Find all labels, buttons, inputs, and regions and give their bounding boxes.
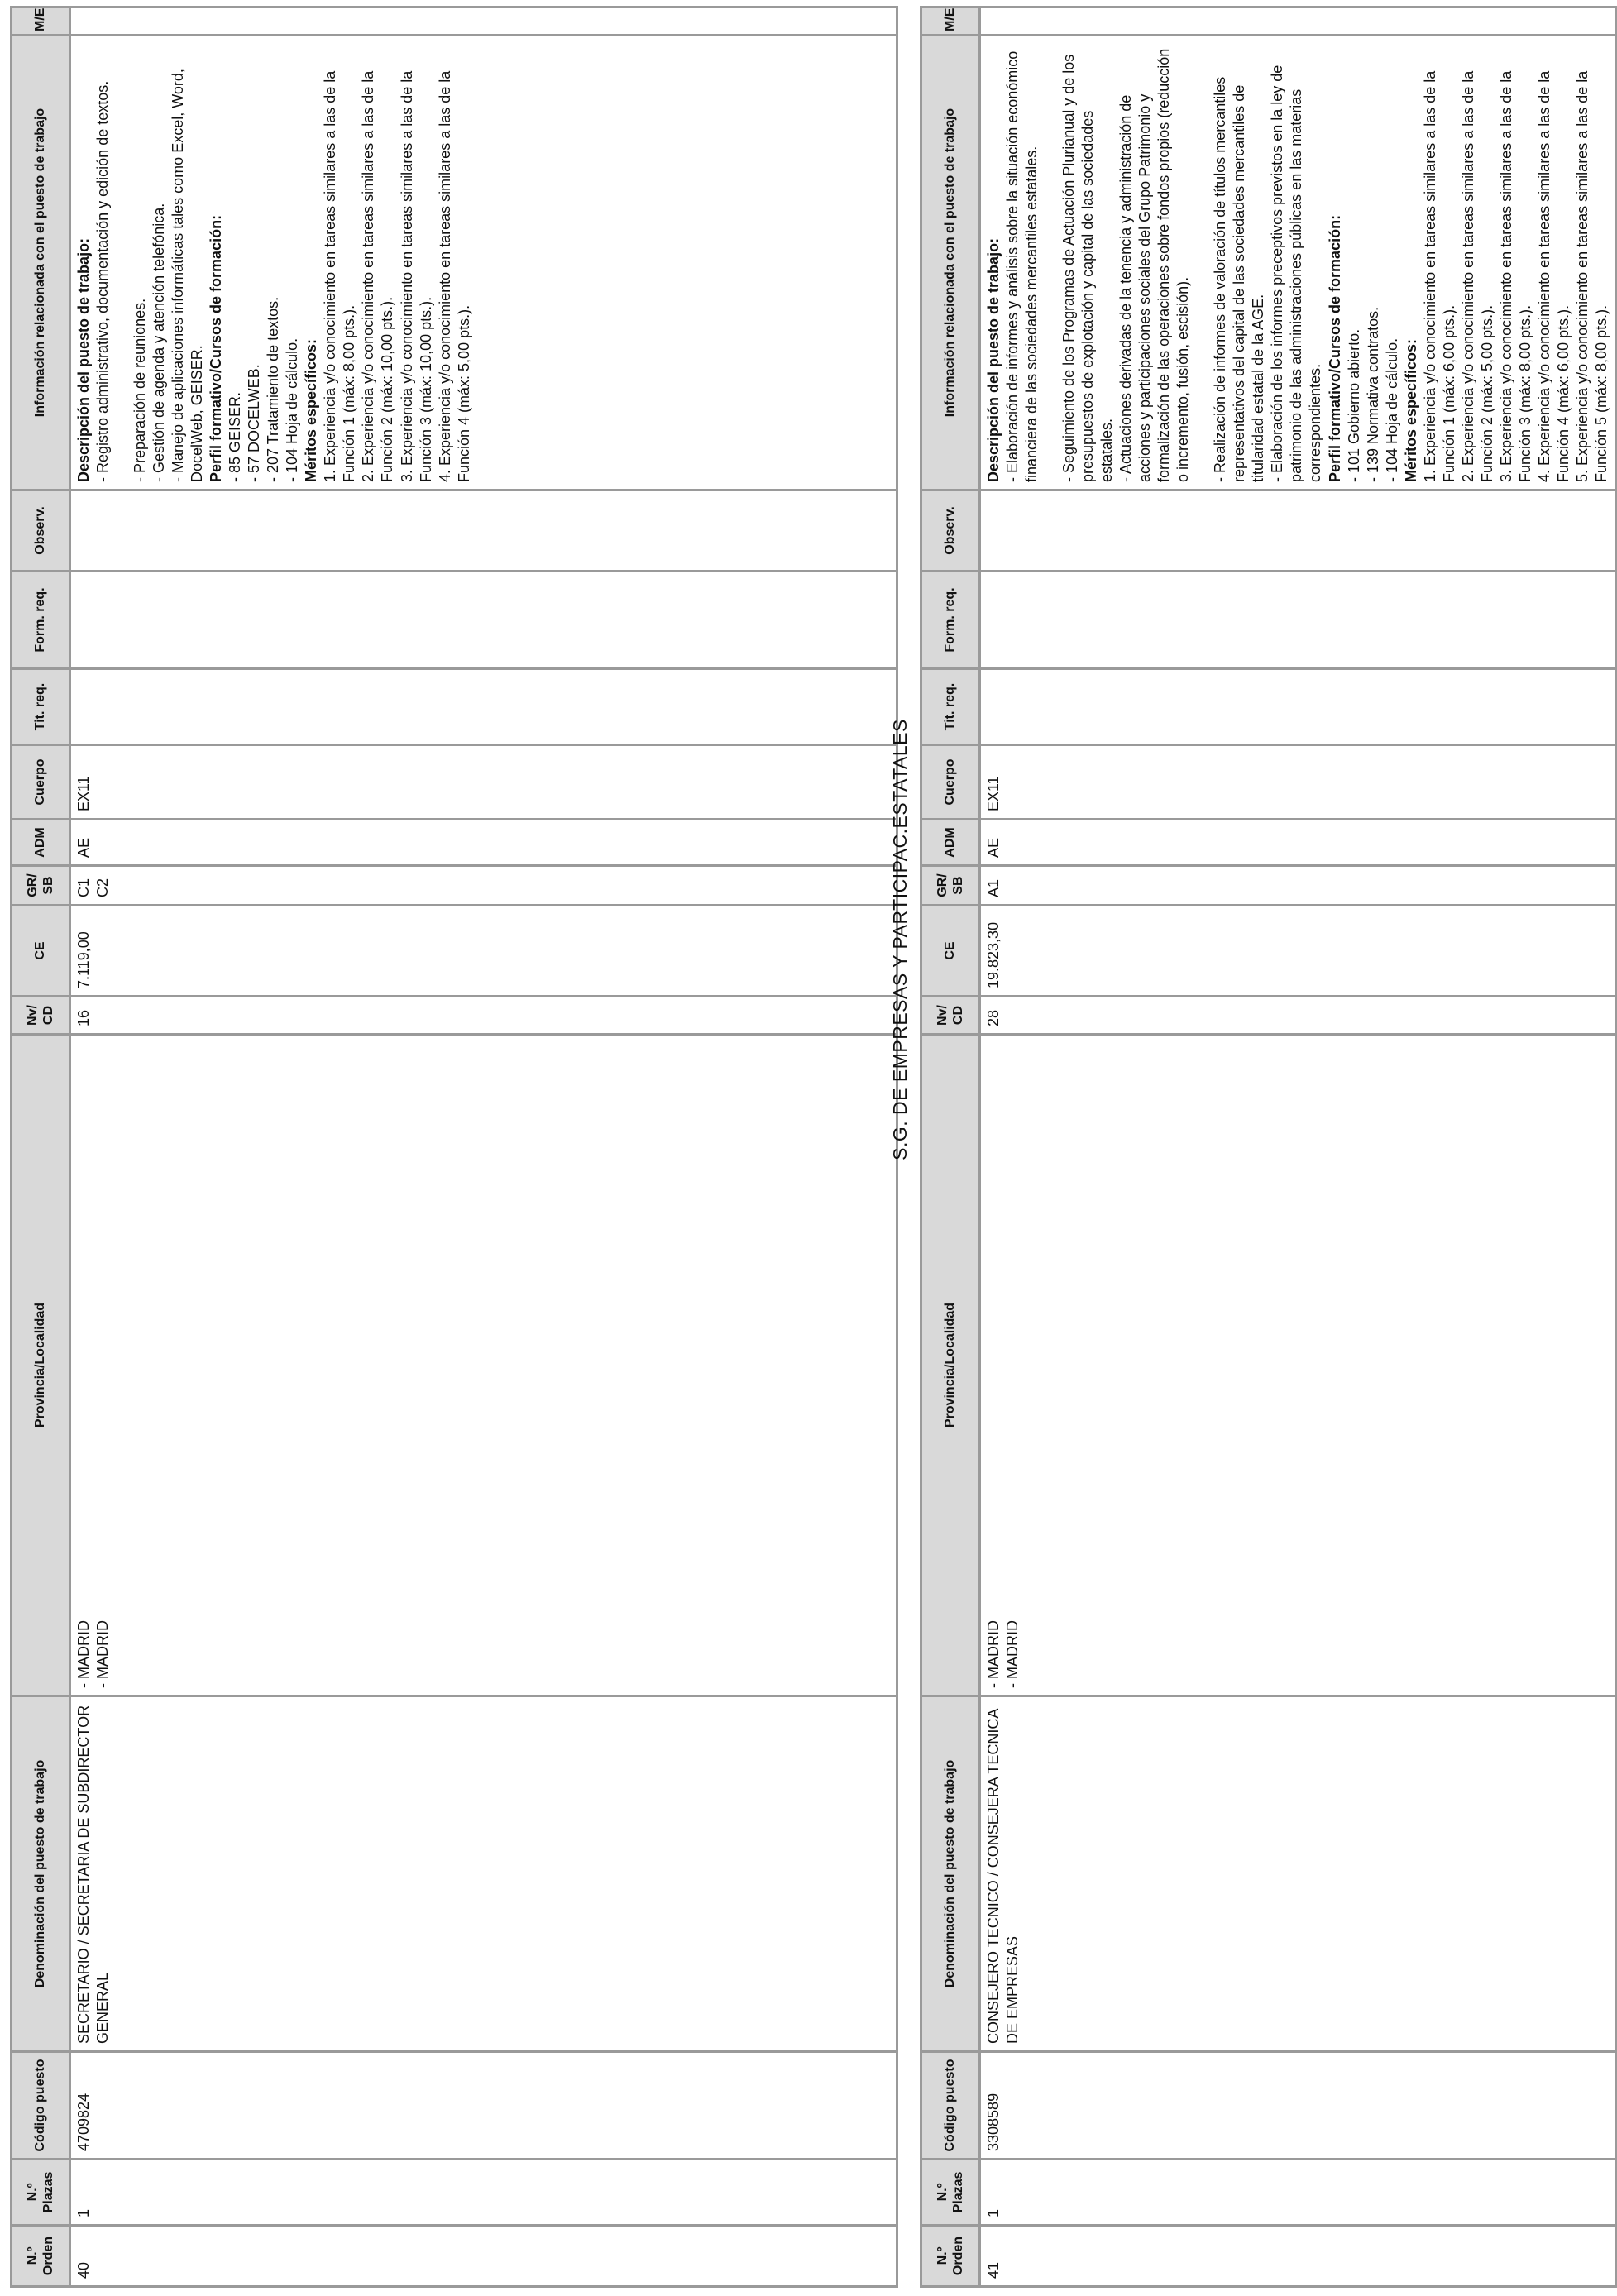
col-provincia: Provincia/Localidad: [12, 1035, 70, 1696]
cell-gr: A1: [980, 866, 1616, 906]
desc-line: - Preparación de reuniones.: [132, 298, 149, 482]
cell-form: [70, 572, 897, 669]
cell-denominacion: CONSEJERO TECNICO / CONSEJERA TECNICA DE EMPRESAS: [980, 1696, 1616, 2052]
cell-cuerpo: EX11: [70, 745, 897, 820]
cell-tit: [980, 669, 1616, 745]
cell-codigo: 4709824: [70, 2052, 897, 2160]
col-info: Información relacionada con el puesto de trabajo: [921, 36, 980, 490]
perfil-line: - 104 Hoja de cálculo.: [284, 337, 301, 482]
table-row: [980, 7, 1616, 2287]
cell-form: [980, 572, 1616, 669]
cell-plazas: 1: [980, 2160, 1616, 2226]
meritos-title: Méritos específicos:: [1402, 338, 1419, 482]
cell-denominacion: SECRETARIO / SECRETARIA DE SUBDIRECTOR GENERAL: [70, 1696, 897, 2052]
cell-me: [70, 7, 897, 36]
header-row: [921, 7, 980, 2287]
col-nv: Nv/ CD: [12, 997, 70, 1035]
col-cuerpo: Cuerpo: [921, 745, 980, 820]
merito-line: 4. Experiencia y/o conocimiento en tareas similares a las de la Función 4 (máx: 6,00 pts.).: [1535, 70, 1572, 482]
section-title: S.G. DE EMPRESAS Y PARTICIPAC.ESTATALES: [889, 719, 911, 1160]
desc-title: Descripción del puesto de trabajo:: [985, 237, 1002, 482]
col-nv: Nv/ CD: [921, 997, 980, 1035]
cell-ce: 19.823,30: [980, 906, 1616, 997]
job-table-1: [10, 6, 898, 2288]
header-row: [12, 7, 70, 2287]
col-observ: Observ.: [12, 490, 70, 572]
merito-line: 1. Experiencia y/o conocimiento en tareas similares a las de la Función 1 (máx: 6,00 pts.).: [1421, 70, 1457, 482]
job-table-2: [920, 6, 1617, 2288]
cell-adm: AE: [980, 820, 1616, 866]
merito-line: 5. Experiencia y/o conocimiento en tareas similares a las de la Función 5 (máx: 8,00 pts.).: [1573, 70, 1610, 482]
col-tit: Tit. req.: [921, 669, 980, 745]
cell-ce: 7.119,00: [70, 906, 897, 997]
cell-observ: [70, 490, 897, 572]
cell-observ: [980, 490, 1616, 572]
meritos-title: Méritos específicos:: [303, 338, 320, 482]
desc-title: Descripción del puesto de trabajo:: [75, 237, 92, 482]
perfil-line: - 57 DOCELWEB.: [246, 364, 263, 482]
merito-line: 3. Experiencia y/o conocimiento en tareas similares a las de la Función 3 (máx: 10,00 pts.).: [398, 70, 434, 482]
cell-nv: 28: [980, 997, 1616, 1035]
cell-gr: C1 C2: [70, 866, 897, 906]
table-row: [70, 7, 897, 2287]
perfil-title: Perfil formativo/Cursos de formación:: [208, 214, 225, 482]
desc-line: - Manejo de aplicaciones informáticas tales como Excel, Word, DocelWeb, GEISER.: [170, 69, 206, 482]
col-denominacion: Denominación del puesto de trabajo: [921, 1696, 980, 2052]
cell-tit: [70, 669, 897, 745]
cell-orden: 41: [980, 2226, 1616, 2287]
col-gr: GR/ SB: [12, 866, 70, 906]
perfil-line: - 207 Tratamiento de textos.: [265, 296, 282, 482]
desc-line: - Registro administrativo, documentación y edición de textos.: [94, 80, 112, 482]
col-ce: CE: [921, 906, 980, 997]
col-me: M/E: [12, 7, 70, 36]
col-form: Form. req.: [921, 572, 980, 669]
col-cuerpo: Cuerpo: [12, 745, 70, 820]
cell-info: [70, 36, 897, 490]
col-info: Información relacionada con el puesto de trabajo: [12, 36, 70, 490]
col-codigo: Código puesto: [12, 2052, 70, 2160]
cell-orden: 40: [70, 2226, 897, 2287]
cell-provincia: - MADRID - MADRID: [70, 1035, 897, 1696]
cell-info: [980, 36, 1616, 490]
col-codigo: Código puesto: [921, 2052, 980, 2160]
merito-line: 2. Experiencia y/o conocimiento en tareas similares a las de la Función 2 (máx: 5,00 pts.).: [1459, 70, 1495, 482]
col-form: Form. req.: [12, 572, 70, 669]
col-tit: Tit. req.: [12, 669, 70, 745]
col-orden: N.º Orden: [12, 2226, 70, 2287]
col-ce: CE: [12, 906, 70, 997]
col-plazas: N.º Plazas: [12, 2160, 70, 2226]
col-denominacion: Denominación del puesto de trabajo: [12, 1696, 70, 2052]
col-observ: Observ.: [921, 490, 980, 572]
perfil-line: - 101 Gobierno abierto.: [1345, 328, 1362, 482]
col-orden: N.º Orden: [921, 2226, 980, 2287]
perfil-line: - 85 GEISER.: [227, 391, 244, 482]
col-provincia: Provincia/Localidad: [921, 1035, 980, 1696]
col-plazas: N.º Plazas: [921, 2160, 980, 2226]
merito-line: 4. Experiencia y/o conocimiento en tareas similares a las de la Función 4 (máx: 5,00 pts.).: [436, 70, 472, 482]
col-adm: ADM: [921, 820, 980, 866]
desc-line: - Elaboración de informes y análisis sobre la situación económico financiera de las sociedades mercantiles estatales.: [1004, 50, 1041, 482]
merito-line: 2. Experiencia y/o conocimiento en tareas similares a las de la Función 2 (máx: 10,00 pts.).: [360, 70, 396, 482]
cell-nv: 16: [70, 997, 897, 1035]
col-gr: GR/ SB: [921, 866, 980, 906]
col-me: M/E: [921, 7, 980, 36]
cell-plazas: 1: [70, 2160, 897, 2226]
cell-provincia: - MADRID - MADRID: [980, 1035, 1616, 1696]
desc-line: - Seguimiento de los Programas de Actuación Plurianual y de los presupuestos de explotación y capital de las sociedades estatales.: [1060, 54, 1116, 482]
desc-line: - Actuaciones derivadas de la tenencia y administración de acciones y participaciones sociales del Grupo Patrimonio y formalización de las operaciones sobre fondos propios (reducción o incremento, fusión, escisión).: [1117, 48, 1192, 482]
merito-line: 1. Experiencia y/o conocimiento en tareas similares a las de la Función 1 (máx: 8,00 pts.).: [322, 70, 358, 482]
cell-adm: AE: [70, 820, 897, 866]
desc-line: - Gestión de agenda y atención telefónica.: [151, 203, 168, 482]
perfil-line: - 139 Normativa contratos.: [1364, 306, 1381, 482]
perfil-line: - 104 Hoja de cálculo.: [1383, 337, 1400, 482]
col-adm: ADM: [12, 820, 70, 866]
cell-me: [980, 7, 1616, 36]
perfil-title: Perfil formativo/Cursos de formación:: [1326, 214, 1343, 482]
desc-line: - Elaboración de los informes preceptivos previstos en la ley de patrimonio de las administraciones públicas en las materias correspondientes.: [1269, 65, 1324, 482]
desc-line: - Realización de informes de valoración de títulos mercantiles representativos del capital de las sociedades mercantiles de titularidad estatal de la AGE.: [1212, 76, 1267, 482]
cell-codigo: 3308589: [980, 2052, 1616, 2160]
cell-cuerpo: EX11: [980, 745, 1616, 820]
merito-line: 3. Experiencia y/o conocimiento en tareas similares a las de la Función 3 (máx: 8,00 pts.).: [1497, 70, 1533, 482]
